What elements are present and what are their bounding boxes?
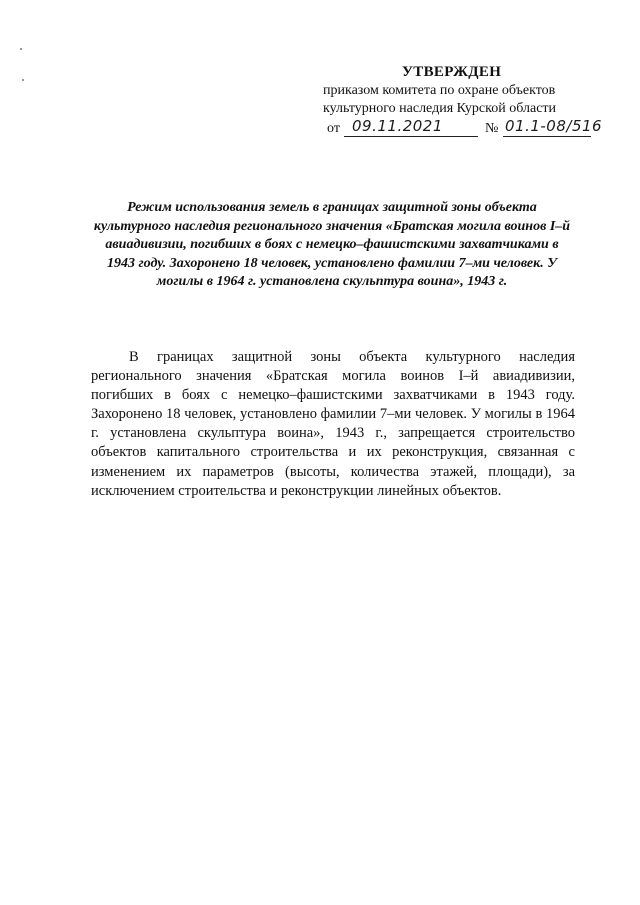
number-label: №: [485, 121, 499, 136]
approval-line-1: приказом комитета по охране объектов: [323, 83, 556, 98]
scan-speck: [20, 48, 22, 50]
date-underline: [344, 136, 478, 137]
approval-stamp: [300, 62, 620, 141]
number-handwritten: 01.1-08/516: [505, 117, 603, 135]
approval-date-number-row: [300, 119, 620, 141]
number-underline: [503, 136, 591, 137]
date-handwritten: 09.11.2021: [352, 117, 443, 135]
document-title: Режим использования земель в границах защитной зоны объекта культурного наследия регионального значения «Братская могила воинов I–й авиадивизии, погибших в боях с немецко–фашистскими захватчиками в 1943 году. Захоронено 18 человек, установлено фамилии 7–ми человек. У могилы в 1964 г. установлена скульптура воина», 1943 г.: [93, 200, 571, 289]
date-label: от: [327, 121, 340, 136]
approval-line-2: культурного наследия Курской области: [323, 101, 557, 116]
body-paragraph: В границах защитной зоны объекта культурного наследия регионального значения «Братская могила воинов I–й авиадивизии, погибших в боях с немецко–фашистскими захватчиками в 1943 году. Захоронено 18 человек, установлено фамилии 7–ми человек. У могилы в 1964 г. установлена скульптура воина», 1943 г., запрещается строительство объектов капитального строительства и их реконструкция, связанная с изменением их параметров (высоты, количества этажей, площади), за исключением строительства и реконструкции линейных объектов.: [91, 349, 575, 499]
approval-title: УТВЕРЖДЕН: [402, 64, 502, 80]
scan-speck: [22, 79, 24, 81]
